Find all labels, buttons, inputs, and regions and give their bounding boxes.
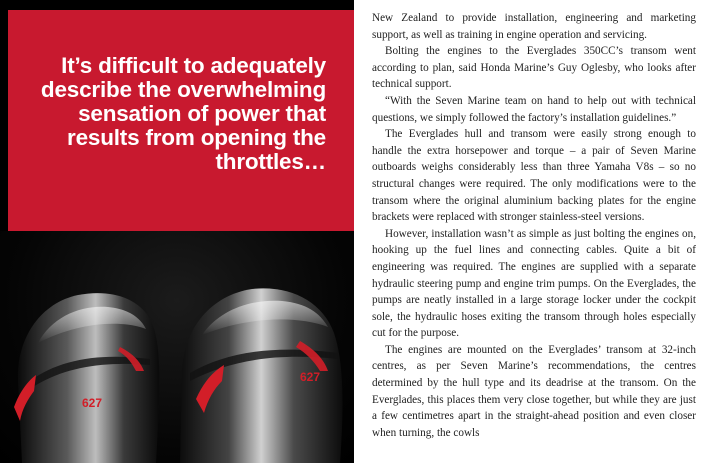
outboard-engines-photo — [0, 231, 354, 463]
article-paragraph: The Everglades hull and transom were easily strong enough to handle the extra horsepower and torque – a pair of Seven Marine outboards weighs considerably less than three Yamaha V8s – so no structural changes were required. The only modifications were to the transom where the original aluminium backing plates for the engine brackets were replaced with stronger stainless-steel versions. — [372, 128, 696, 224]
pullquote-box — [8, 10, 354, 231]
article-paragraph: Bolting the engines to the Everglades 350CC’s transom went according to plan, said Honda Marine’s Guy Oglesby, who looks after technical support. — [372, 45, 696, 91]
article-paragraph: New Zealand to provide installation, engineering and marketing support, as well as training in engine operation and servicing. — [372, 12, 696, 41]
engine-badge-left: 627 — [82, 396, 103, 410]
engines-illustration — [0, 231, 354, 463]
article-paragraph: “With the Seven Marine team on hand to help out with technical questions, we simply followed the factory’s installation guidelines.” — [372, 94, 696, 124]
article-paragraph: The engines are mounted on the Everglades’ transom at 32-inch centres, as per Seven Marine’s recommendations, the centres determined by the hull type and its deadrise at the transom. On the Everglades, this places them very close together, but while they are just a few centimetres apart in the straight-ahead position and even closer when turning, the cowls — [372, 343, 696, 439]
pullquote: It’s difficult to adequately describe the overwhelming sensation of power that results from opening the throttles… — [40, 53, 326, 174]
engine-badge-right: 627 — [300, 370, 321, 384]
left-engine — [14, 293, 159, 463]
article-paragraph: However, installation wasn’t as simple as just bolting the engines on, hooking up the fuel lines and connecting cables. Quite a bit of engineering was required. The engines are supplied with a separate hydraulic steering pump and engine trim pumps. On the Everglades, the pumps are neatly installed in a large storage locker under the cockpit sole, the hydraulic hoses exiting the transom through holes especially cut for the purpose. — [372, 227, 696, 340]
right-engine — [180, 288, 342, 463]
article-body — [372, 10, 696, 441]
